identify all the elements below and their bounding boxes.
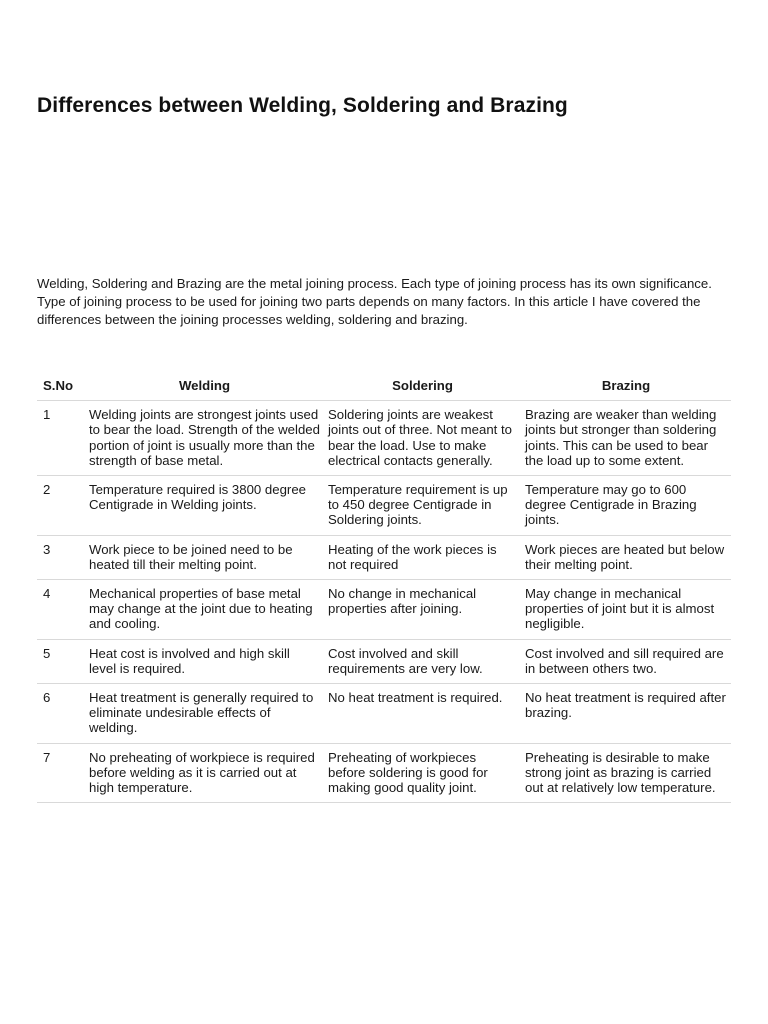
- cell-soldering: No change in mechanical properties after joining.: [324, 580, 521, 640]
- cell-welding: Heat cost is involved and high skill level is required.: [85, 639, 324, 683]
- cell-welding: Work piece to be joined need to be heated till their melting point.: [85, 535, 324, 579]
- cell-welding: Mechanical properties of base metal may change at the joint due to heating and cooling.: [85, 580, 324, 640]
- cell-sno: 1: [37, 401, 85, 476]
- table-row: [37, 684, 731, 744]
- cell-sno: 7: [37, 743, 85, 803]
- cell-sno: 4: [37, 580, 85, 640]
- cell-soldering: No heat treatment is required.: [324, 684, 521, 744]
- cell-welding: Temperature required is 3800 degree Centigrade in Welding joints.: [85, 476, 324, 536]
- cell-soldering: Preheating of workpieces before soldering is good for making good quality joint.: [324, 743, 521, 803]
- cell-brazing: Preheating is desirable to make strong joint as brazing is carried out at relatively low temperature.: [521, 743, 731, 803]
- cell-welding: Heat treatment is generally required to eliminate undesirable effects of welding.: [85, 684, 324, 744]
- cell-soldering: Soldering joints are weakest joints out of three. Not meant to bear the load. Use to make electrical contacts generally.: [324, 401, 521, 476]
- cell-brazing: Brazing are weaker than welding joints but stronger than soldering joints. This can be used to bear the load up to some extent.: [521, 401, 731, 476]
- cell-soldering: Temperature requirement is up to 450 degree Centigrade in Soldering joints.: [324, 476, 521, 536]
- header-welding: Welding: [85, 371, 324, 401]
- cell-brazing: May change in mechanical properties of joint but it is almost negligible.: [521, 580, 731, 640]
- table-header-row: [37, 371, 731, 401]
- table-row: [37, 401, 731, 476]
- table-row: [37, 476, 731, 536]
- cell-welding: Welding joints are strongest joints used to bear the load. Strength of the welded portion of joint is usually more than the strength of base metal.: [85, 401, 324, 476]
- table-row: [37, 535, 731, 579]
- table-row: [37, 639, 731, 683]
- table-row: [37, 580, 731, 640]
- intro-paragraph: Welding, Soldering and Brazing are the metal joining process. Each type of joining process has its own significance. Type of joining process to be used for joining two parts depends on many factors. In this article I have covered the differences between the joining processes welding, soldering and brazing.: [37, 276, 712, 327]
- comparison-table: [37, 371, 731, 803]
- table-row: [37, 743, 731, 803]
- cell-soldering: Cost involved and skill requirements are very low.: [324, 639, 521, 683]
- header-brazing: Brazing: [521, 371, 731, 401]
- cell-brazing: Work pieces are heated but below their melting point.: [521, 535, 731, 579]
- cell-brazing: Temperature may go to 600 degree Centigrade in Brazing joints.: [521, 476, 731, 536]
- header-sno: S.No: [37, 371, 85, 401]
- cell-sno: 3: [37, 535, 85, 579]
- cell-brazing: No heat treatment is required after brazing.: [521, 684, 731, 744]
- cell-brazing: Cost involved and sill required are in between others two.: [521, 639, 731, 683]
- cell-soldering: Heating of the work pieces is not required: [324, 535, 521, 579]
- cell-welding: No preheating of workpiece is required before welding as it is carried out at high temperature.: [85, 743, 324, 803]
- cell-sno: 6: [37, 684, 85, 744]
- page-title: Differences between Welding, Soldering and Brazing: [37, 94, 568, 117]
- header-soldering: Soldering: [324, 371, 521, 401]
- cell-sno: 5: [37, 639, 85, 683]
- cell-sno: 2: [37, 476, 85, 536]
